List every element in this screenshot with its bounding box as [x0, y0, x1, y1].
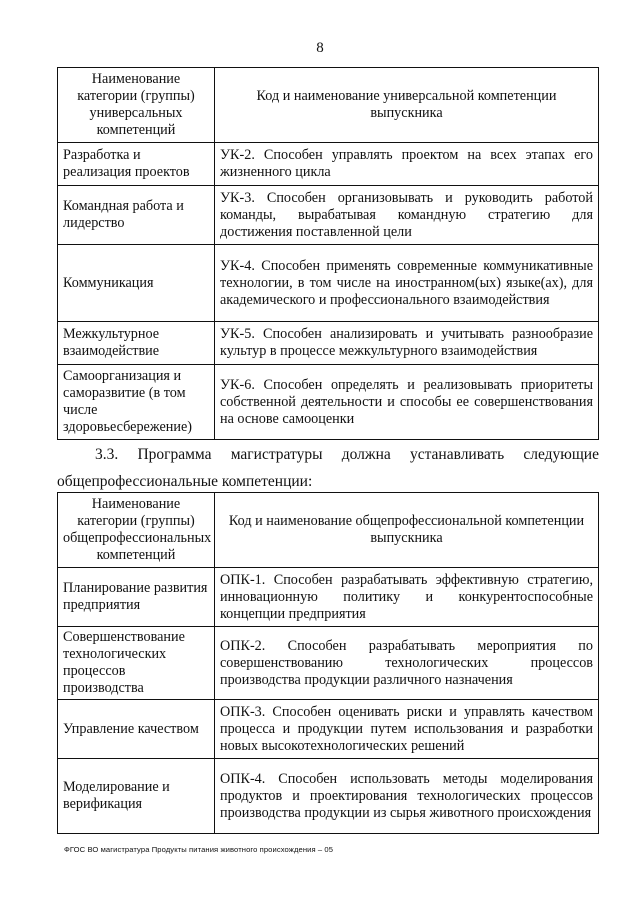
table-row — [58, 186, 599, 245]
category-cell: Самоорганизация и саморазвитие (в том числе здоровьесбережение) — [58, 365, 215, 440]
competence-cell: УК-4. Способен применять современные коммуникативные технологии, в том числе на иностранном(ых) языке(ах), для академического и профессионального взаимодействия — [215, 245, 599, 322]
table-row — [58, 322, 599, 365]
category-cell: Коммуникация — [58, 245, 215, 322]
footer-text: ФГОС ВО магистратура Продукты питания животного происхождения – 05 — [64, 845, 334, 854]
table-row — [58, 143, 599, 186]
section-number: 3.3. — [95, 446, 119, 463]
category-cell: Планирование развития предприятия — [58, 568, 215, 627]
header-category-cell: Наименование категории (группы) общепрофессиональных компетенций — [58, 493, 215, 568]
general-professional-competencies-table — [57, 492, 599, 834]
table-row — [58, 365, 599, 440]
category-cell: Совершенствование технологических процессов производства — [58, 627, 215, 700]
table-row — [58, 700, 599, 759]
header-code-cell: Код и наименование общепрофессиональной компетенции выпускника — [215, 493, 599, 568]
intro-word: устанавливать — [409, 446, 505, 463]
competence-cell: ОПК-4. Способен использовать методы моделирования продуктов и проектирования технологических процессов производства продукции из сырья животного происхождения — [215, 759, 599, 834]
table-row — [58, 245, 599, 322]
table-header-row — [58, 68, 599, 143]
intro-word: должна — [341, 446, 391, 463]
category-cell: Разработка и реализация проектов — [58, 143, 215, 186]
table-row — [58, 627, 599, 700]
table-row — [58, 568, 599, 627]
universal-competencies-table — [57, 67, 599, 440]
page-number: 8 — [316, 40, 324, 56]
category-cell: Моделирование и верификация — [58, 759, 215, 834]
competence-cell: УК-2. Способен управлять проектом на всех этапах его жизненного цикла — [215, 143, 599, 186]
competence-cell: УК-5. Способен анализировать и учитывать разнообразие культур в процессе межкультурного взаимодействия — [215, 322, 599, 365]
header-category-cell: Наименование категории (группы) универсальных компетенций — [58, 68, 215, 143]
competence-cell: УК-3. Способен организовывать и руководить работой команды, вырабатывая командную стратегию для достижения поставленной цели — [215, 186, 599, 245]
competence-cell: УК-6. Способен определять и реализовывать приоритеты собственной деятельности и способы ее совершенствования на основе самооценки — [215, 365, 599, 440]
section-intro-line — [57, 445, 599, 465]
table-row — [58, 759, 599, 834]
table-header-row — [58, 493, 599, 568]
intro-word: Программа — [137, 446, 212, 463]
header-code-cell: Код и наименование универсальной компетенции выпускника — [215, 68, 599, 143]
intro-word: следующие — [523, 446, 599, 463]
category-cell: Управление качеством — [58, 700, 215, 759]
competence-cell: ОПК-2. Способен разрабатывать мероприятия по совершенствованию технологических процессов производства продукции различного назначения — [215, 627, 599, 700]
competence-cell: ОПК-3. Способен оценивать риски и управлять качеством процесса и продукции путем использования и разработки новых высокотехнологических решений — [215, 700, 599, 759]
category-cell: Командная работа и лидерство — [58, 186, 215, 245]
intro-word: магистратуры — [230, 446, 323, 463]
section-intro-continuation: общепрофессиональные компетенции: — [57, 473, 313, 490]
competence-cell: ОПК-1. Способен разрабатывать эффективную стратегию, инновационную политику и конкурентоспособные концепции предприятия — [215, 568, 599, 627]
category-cell: Межкультурное взаимодействие — [58, 322, 215, 365]
